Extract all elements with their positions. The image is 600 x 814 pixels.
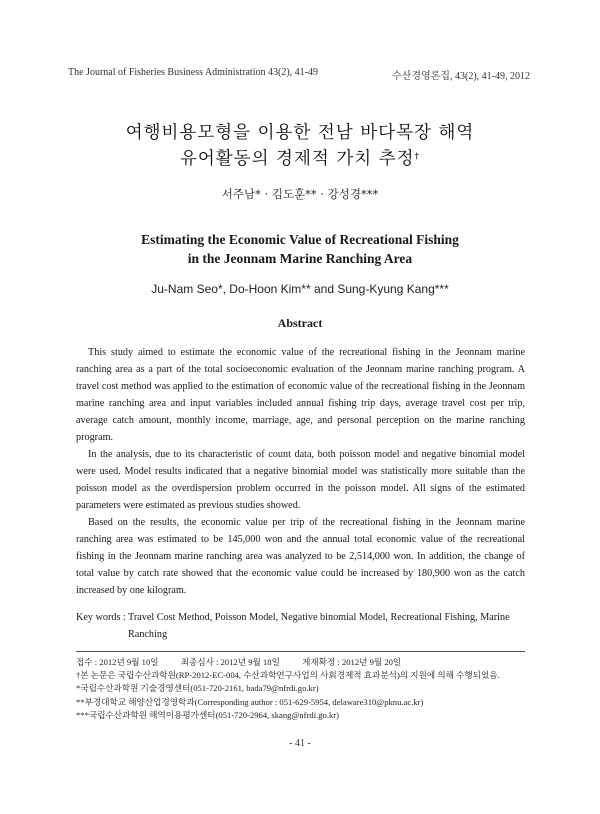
authors-english: Ju-Nam Seo*, Do-Hoon Kim** and Sung-Kyung Kang*** (151, 282, 449, 296)
abstract-paragraph: Based on the results, the economic value per trip of the recreational fishing in the Jeonnam marine ranching area was estimated to be 145,000 won and the annual total economic value of the recreational fishing in the Jeonnam marine ranching area was analyzed to be 2,514,000 won. In addition, the change of total value by catch rate showed that the economic value could be increased by 180,900 won as the catch increased by one kilogram. (76, 517, 525, 596)
author2-affiliation: **부경대학교 해양산업경영학과(Corresponding author : 051-629-5954, delaware310@pknu.ac.kr) (76, 696, 424, 707)
footnote-divider (76, 651, 525, 652)
received-date: 접수 : 2012년 9월 10일 (76, 657, 159, 667)
title-korean (0, 120, 600, 172)
journal-name-kr: 수산경영론집, 43(2), 41-49, 2012 (392, 71, 530, 82)
title-english (0, 230, 600, 268)
keywords (76, 609, 525, 643)
accepted-date: 게재확정 : 2012년 9월 20일 (302, 657, 402, 667)
abstract-paragraph: In the analysis, due to its characteristic of count data, both poisson model and negative binomial model were used. Model results indicated that a negative binomial model was statistically more suitable than the poisson model as the overdispersion problem occurred in the poisson model. All signs of the estimated parameters were estimated as previous studies showed. (76, 449, 525, 511)
reviewed-date: 최종심사 : 2012년 9월 18일 (180, 657, 280, 667)
keywords-text: Travel Cost Method, Poisson Model, Negative binomial Model, Recreational Fishing, Marine Ranching (128, 612, 510, 640)
footnotes (76, 656, 536, 722)
title-korean-line2-wrap (0, 146, 600, 172)
running-header (68, 67, 530, 81)
keywords-label: Key words : (76, 612, 126, 623)
abstract-heading: Abstract (277, 316, 323, 330)
title-korean-line2: 유어활동의 경제적 가치 추정 (179, 149, 415, 169)
page-number: - 41 - (289, 738, 311, 749)
abstract-body (76, 344, 525, 599)
author3-affiliation: ***국립수산과학원 해역이용평가센터(051-720-2964, skang@nfrdi.go.kr) (76, 709, 339, 720)
journal-name-en: The Journal of Fisheries Business Administration 43(2), 41-49 (68, 67, 318, 78)
title-korean-line1: 여행비용모형을 이용한 전남 바다목장 해역 (125, 123, 475, 143)
funding-note: †본 논문은 국립수산과학원(RP-2012-EC-004, 수산과학연구사업의 사회경제적 효과분석)의 지원에 의해 수행되었음. (76, 670, 500, 681)
title-english-line1: Estimating the Economic Value of Recreational Fishing (141, 232, 459, 247)
submission-dates (76, 656, 536, 669)
author1-affiliation: *국립수산과학원 기술경영센터(051-720-2161, bada79@nfrdi.go.kr) (76, 683, 319, 694)
authors-korean: 서주남* · 김도훈** · 강성경*** (221, 187, 379, 201)
title-english-line2: in the Jeonnam Marine Ranching Area (187, 251, 413, 266)
funding-mark: † (414, 152, 421, 162)
abstract-paragraph: This study aimed to estimate the economic value of the recreational fishing in the Jeonnam marine ranching area as a part of the total socioeconomic evaluation of the Jeonnam marine ranching program. A travel cost method was applied to the estimation of economic value of the recreational fishing in the Jeonnam marine ranching area and input variables included annual fishing trip days, average travel cost per trip, average catch amount, monthly income, marriage, age, and personal perception on the marine ranching program. (76, 347, 525, 443)
